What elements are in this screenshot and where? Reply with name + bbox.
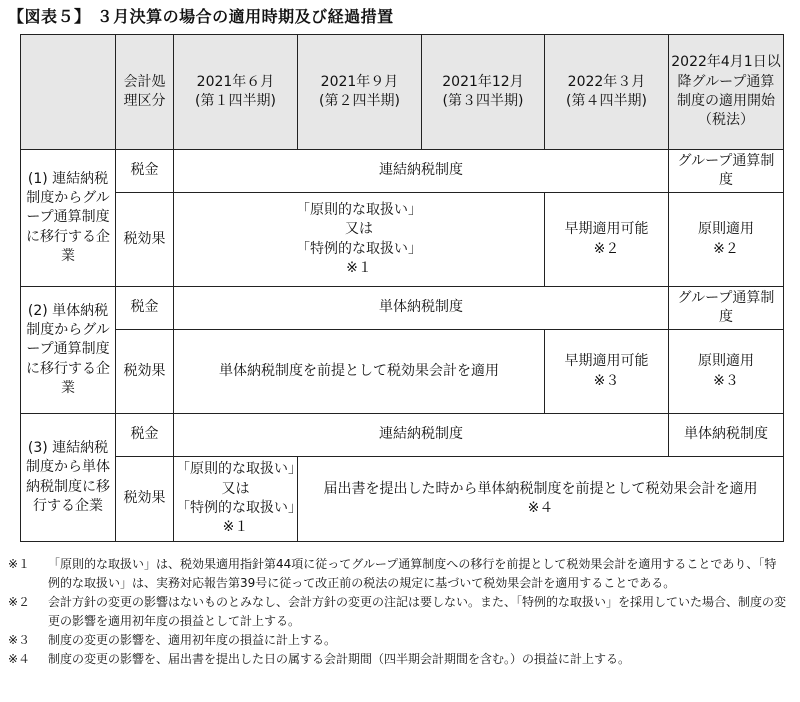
footnote-mark: ※２	[8, 595, 31, 609]
effect-q4	[545, 330, 669, 414]
effect-line: 「特例的な取扱い」	[176, 500, 302, 516]
kind-effect: 税効果	[116, 193, 174, 287]
effect-line: 「原則的な取扱い」	[176, 461, 302, 478]
section3-tax-row	[21, 414, 784, 457]
footnotes	[8, 555, 788, 669]
period-quarter: (第２四半期)	[319, 93, 400, 109]
header-period-q3	[422, 35, 545, 150]
effect-main: 単体納税制度を前提として税効果会計を適用	[174, 330, 545, 414]
period-quarter: (第３四半期)	[442, 93, 524, 109]
effect-line: 又は	[345, 221, 373, 238]
section2-tax-row	[21, 287, 784, 330]
tax-last: 単体納税制度	[669, 414, 784, 457]
effect-line: ※２	[713, 240, 739, 257]
kind-tax: 税金	[116, 414, 174, 457]
effect-line: ※３	[713, 372, 739, 389]
kind-effect: 税効果	[116, 330, 174, 414]
footnote-mark: ※４	[8, 652, 31, 666]
period-quarter: (第１四半期)	[195, 93, 276, 109]
section2-effect-row	[21, 330, 784, 414]
footnote-mark: ※３	[8, 633, 31, 647]
kind-tax: 税金	[116, 150, 174, 193]
effect-rest	[298, 457, 784, 542]
section1-tax-row	[21, 150, 784, 193]
period-year: 2021年９月	[320, 73, 399, 90]
section1-effect-row	[21, 193, 784, 287]
figure-title: 【図表５】 ３月決算の場合の適用時期及び経過措置	[8, 7, 394, 26]
footnote	[8, 631, 788, 650]
footnote-text: 会計方針の変更の影響はないものとみなし、会計方針の変更の注記は要しない。また、「特例的な取扱い」を採用していた場合、制度の変更の影響を適用初年度の損益として計上する。	[48, 595, 787, 628]
period-year: 2021年12月	[442, 73, 524, 90]
footnote	[8, 555, 788, 593]
footnote	[8, 650, 788, 669]
header-period-q4	[545, 35, 669, 150]
effect-line: 原則適用	[698, 221, 754, 238]
effect-line: ※１	[346, 259, 372, 276]
tax-main: 連結納税制度	[174, 414, 669, 457]
effect-line: ※３	[593, 372, 620, 389]
effect-first	[174, 457, 302, 542]
schedule-table	[20, 34, 784, 542]
kind-effect: 税効果	[116, 457, 174, 542]
tax-main: 単体納税制度	[174, 287, 669, 330]
effect-last	[669, 193, 784, 287]
section-label: (2) 単体納税制度からグループ通算制度に移行する企業	[21, 287, 116, 414]
effect-line: 「特例的な取扱い」	[296, 240, 422, 257]
effect-line: ※１	[222, 519, 249, 536]
effect-line: 届出書を提出した時から単体納税制度を前提として税効果会計を適用	[323, 480, 758, 497]
effect-line: 早期適用可能	[564, 353, 649, 370]
effect-line: 「原則的な取扱い」	[296, 201, 422, 218]
period-year: 2021年６月	[196, 73, 275, 90]
tax-last: グループ通算制度	[669, 287, 784, 330]
header-kind: 会計処理区分	[116, 35, 174, 150]
footnote-mark: ※１	[8, 557, 31, 571]
effect-line: 又は	[221, 480, 250, 497]
section3-effect-row	[21, 457, 784, 542]
header-last: 2022年4月1日以降グループ通算制度の適用開始（税法）	[669, 35, 784, 150]
section-label: (3) 連結納税制度から単体納税制度に移行する企業	[21, 414, 116, 542]
effect-line: ※４	[527, 500, 554, 516]
header-period-q1	[174, 35, 298, 150]
period-quarter: (第４四半期)	[566, 93, 647, 109]
footnote-text: 制度の変更の影響を、適用初年度の損益に計上する。	[48, 633, 337, 647]
header-period-q2	[298, 35, 422, 150]
effect-last	[669, 330, 784, 414]
footnote-text: 「原則的な取扱い」は、税効果適用指針第44項に従ってグループ通算制度への移行を前提として税効果会計を適用することであり、「特例的な取扱い」は、実務対応報告第39号に従って改正前の税法の規定に基づいて税効果会計を適用することである。	[48, 557, 777, 590]
effect-q4	[545, 193, 669, 287]
effect-line: 原則適用	[698, 353, 754, 370]
kind-tax: 税金	[116, 287, 174, 330]
effect-line: ※２	[593, 240, 620, 257]
effect-main	[174, 193, 545, 287]
header-row	[21, 35, 784, 150]
footnote	[8, 593, 788, 631]
effect-line: 早期適用可能	[564, 221, 649, 238]
header-corner	[21, 35, 116, 150]
footnote-text: 制度の変更の影響を、届出書を提出した日の属する会計期間（四半期会計期間を含む。）の損益に計上する。	[48, 652, 631, 666]
period-year: 2022年３月	[567, 73, 646, 90]
tax-last: グループ通算制度	[669, 150, 784, 193]
tax-main: 連結納税制度	[174, 150, 669, 193]
section-label: (1) 連結納税制度からグループ通算制度に移行する企業	[21, 150, 116, 287]
